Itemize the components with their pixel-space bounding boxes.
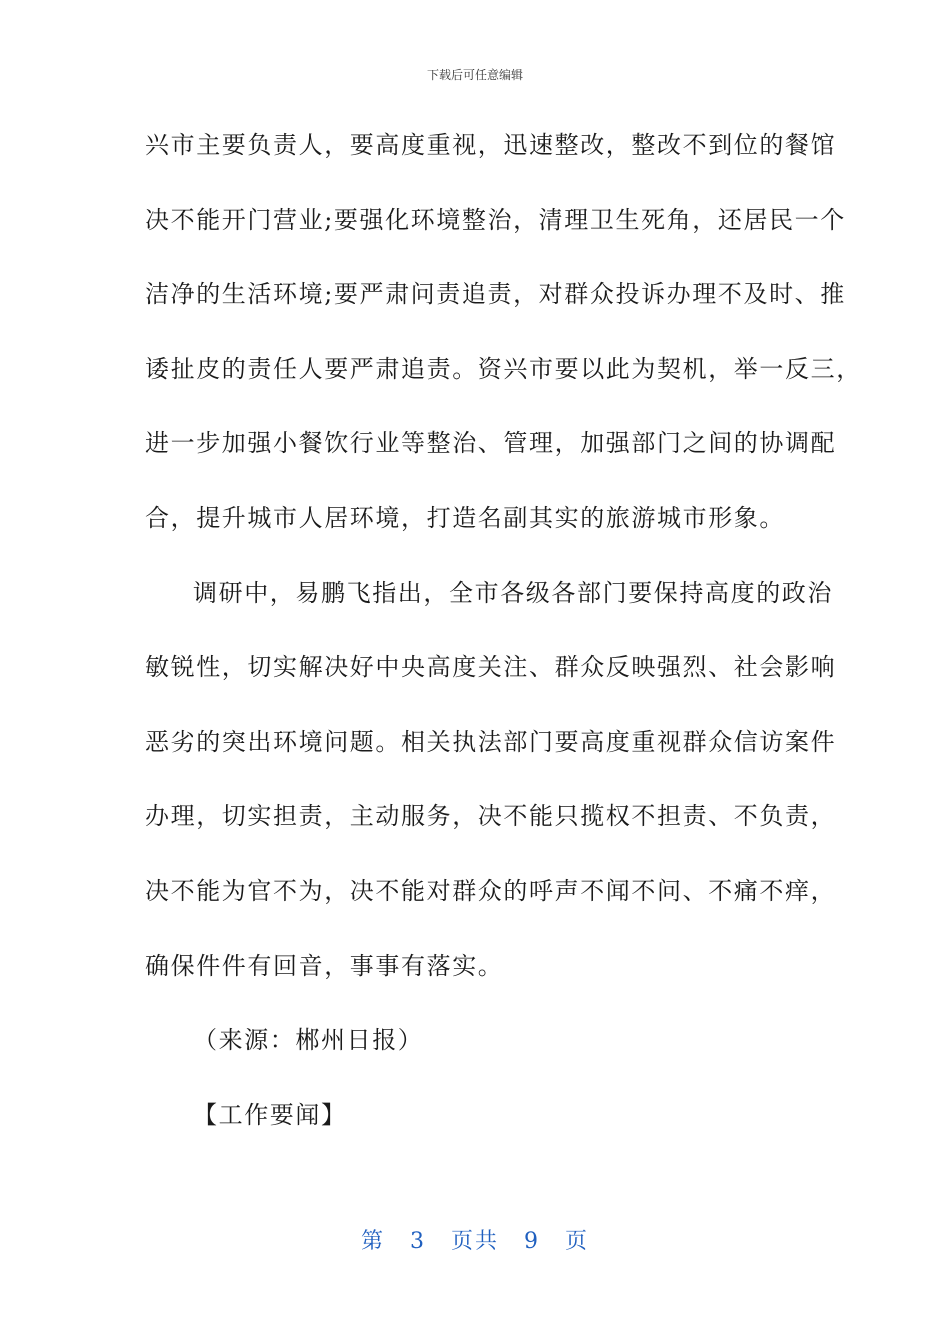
page-number-footer: [0, 1224, 950, 1255]
paragraph-line: 合，提升城市人居环境，打造名副其实的旅游城市形象。: [145, 503, 785, 532]
paragraph-line: 兴市主要负责人，要高度重视，迅速整改，整改不到位的餐馆: [145, 131, 837, 159]
paragraph-line: 敏锐性，切实解决好中央高度关注、群众反映强烈、社会影响: [145, 653, 837, 682]
total-page-number: 9: [524, 1229, 540, 1254]
paragraph-line: 决不能开门营业;要强化环境整治，清理卫生死角，还居民一个: [145, 205, 846, 234]
footer-suffix: 页: [565, 1229, 590, 1254]
document-body: [145, 120, 862, 1164]
paragraph-line: 调研中，易鹏飞指出，全市各级各部门要保持高度的政治: [193, 578, 833, 607]
paragraph-line: 进一步加强小餐饮行业等整治、管理，加强部门之间的协调配: [145, 429, 837, 458]
source-line: （来源：郴州日报）: [193, 1026, 424, 1055]
paragraph-line: 决不能为官不为，决不能对群众的呼声不闻不问、不痛不痒，: [145, 876, 837, 905]
paragraph-line: 办理，切实担责，主动服务，决不能只揽权不担责、不负责，: [145, 802, 837, 831]
paragraph-line: 诿扯皮的责任人要严肃追责。资兴市要以此为契机，举一反三，: [145, 354, 862, 383]
paragraph-line: 洁净的生活环境;要严肃问责追责，对群众投诉办理不及时、推: [145, 280, 846, 309]
footer-prefix: 第: [360, 1229, 385, 1254]
page-header: 下载后可任意编辑: [426, 68, 523, 82]
footer-middle: 页共: [450, 1229, 499, 1254]
current-page-number: 3: [409, 1229, 426, 1254]
paragraph-line: 恶劣的突出环境问题。相关执法部门要高度重视群众信访案件: [145, 727, 837, 756]
section-heading: 【工作要闻】: [193, 1100, 347, 1129]
paragraph-line: 确保件件有回音，事事有落实。: [145, 951, 504, 980]
